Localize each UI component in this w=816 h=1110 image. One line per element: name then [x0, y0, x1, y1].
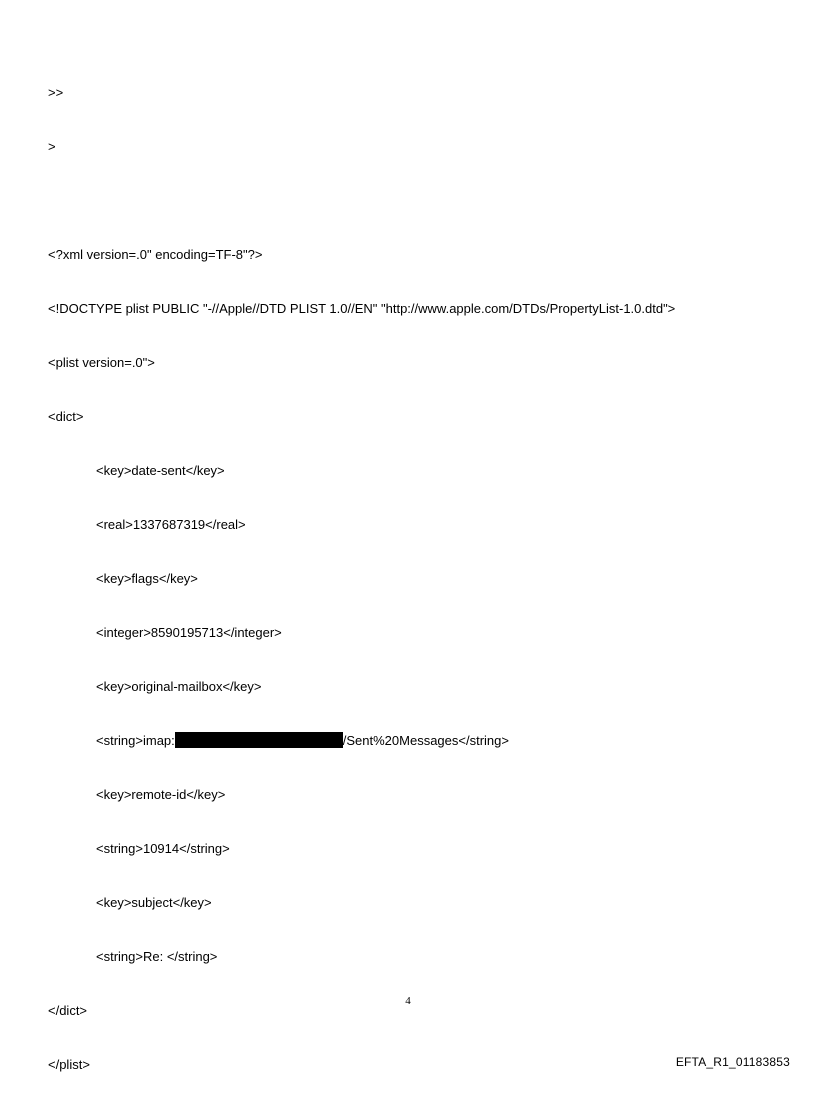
plist-entry: <integer>8590195713</integer>: [96, 625, 282, 640]
plist-entry: <string>Re: </string>: [96, 949, 218, 964]
plist-entry: <key>flags</key>: [96, 571, 198, 586]
mailbox-suffix: /Sent%20Messages</string>: [342, 733, 509, 748]
plist-close-tag: </plist>: [48, 1057, 90, 1072]
plist-entry: <key>date-sent</key>: [96, 463, 225, 478]
plist-entry: <key>remote-id</key>: [96, 787, 226, 802]
quote-marker: >>: [48, 85, 64, 100]
mailbox-entry: [48, 732, 788, 750]
plist-entry: <key>subject</key>: [96, 895, 212, 910]
bates-number: EFTA_R1_01183853: [675, 1055, 790, 1069]
quote-marker: >: [48, 139, 56, 154]
dict-open-tag: <dict>: [48, 409, 84, 424]
email-body: [48, 48, 788, 1110]
plist-entry: <key>original-mailbox</key>: [96, 679, 262, 694]
doctype-line: <!DOCTYPE plist PUBLIC "-//Apple//DTD PLIST 1.0//EN" "http://www.apple.com/DTDs/PropertyList-1.0.dtd">: [48, 301, 676, 316]
plist-entry: <real>1337687319</real>: [96, 517, 246, 532]
redaction-block: [175, 732, 343, 748]
page-number: 4: [405, 995, 411, 1007]
plist-entry: <string>10914</string>: [96, 841, 230, 856]
blank-line: [48, 192, 788, 210]
plist-open-tag: <plist version=.0">: [48, 355, 155, 370]
xml-declaration: <?xml version=.0" encoding=TF-8"?>: [48, 247, 263, 262]
dict-close-tag: </dict>: [48, 1003, 88, 1018]
mailbox-prefix: <string>imap:: [96, 733, 175, 748]
